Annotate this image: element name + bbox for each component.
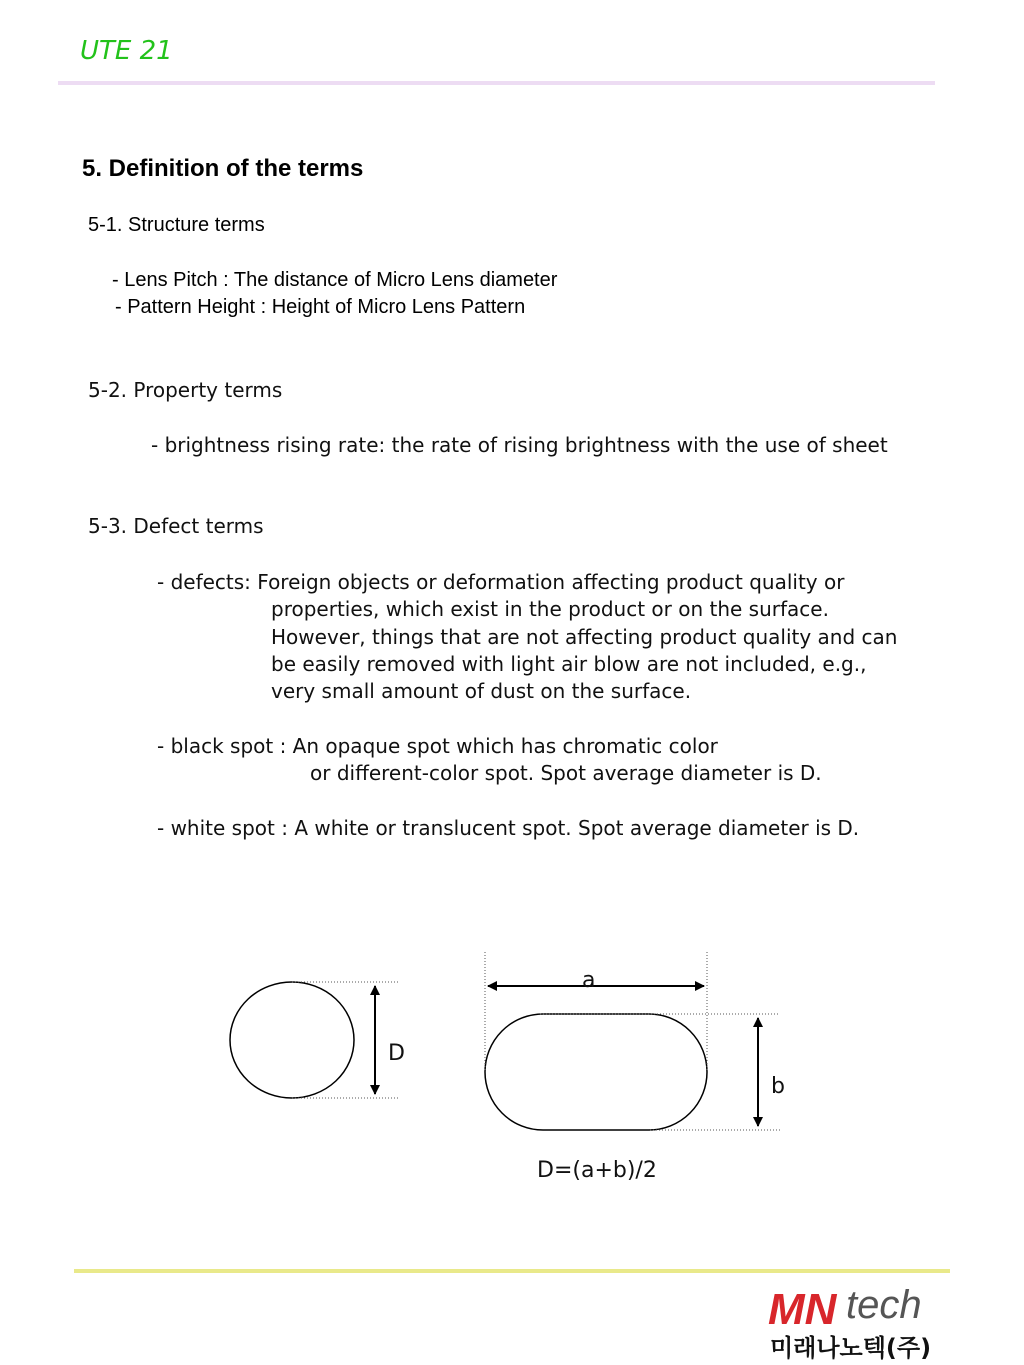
defect-definition-line: very small amount of dust on the surface. [271,679,692,703]
structure-term-lens-pitch: - Lens Pitch : The distance of Micro Lens diameter [112,269,558,291]
white-spot-definition: - white spot : A white or translucent spot. Spot average diameter is D. [157,816,860,840]
defect-terms-heading: 5-3. Defect terms [88,514,264,538]
company-logo [764,1278,954,1362]
defect-definition-line: However, things that are not affecting product quality and can [271,625,898,649]
logo-tech: tech [846,1283,922,1327]
header-title: UTE 21 [80,36,173,66]
diameter-formula: D=(a+b)/2 [537,1158,657,1183]
footer-divider [74,1269,950,1273]
defect-definition-line: be easily removed with light air blow are not included, e.g., [271,652,867,676]
width-label-a: a [582,968,596,993]
capsule-spot [485,1014,707,1130]
black-spot-definition: - black spot : An opaque spot which has chromatic color [157,734,718,758]
logo-mn: MN [768,1285,837,1334]
height-label-b: b [771,1074,785,1099]
black-spot-definition-cont: or different-color spot. Spot average diameter is D. [310,761,822,785]
circle-diameter-label: D [388,1041,405,1066]
defect-definition-line: properties, which exist in the product or on the surface. [271,597,829,621]
logo-korean: 미래나노텍(주) [770,1334,932,1362]
structure-term-pattern-height: - Pattern Height : Height of Micro Lens Pattern [115,296,526,318]
property-term-brightness: - brightness rising rate: the rate of rising brightness with the use of sheet [151,433,888,457]
defect-definition-line: - defects: Foreign objects or deformation affecting product quality or [157,570,845,594]
structure-terms-heading: 5-1. Structure terms [88,214,265,236]
circle-spot [230,982,354,1098]
section-title: 5. Definition of the terms [82,155,364,182]
property-terms-heading: 5-2. Property terms [88,378,283,402]
